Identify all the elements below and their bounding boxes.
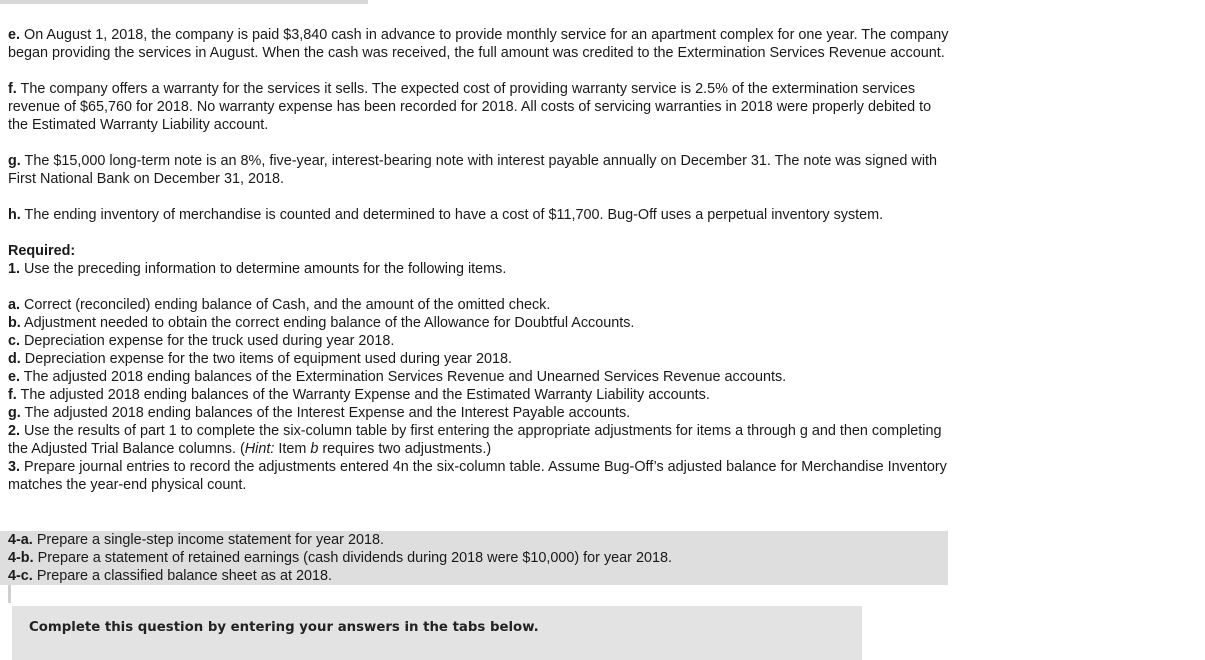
subitem-g: g. The adjusted 2018 ending balances of the Interest Expense and the Interest Payable accounts. xyxy=(8,405,631,421)
subitem-b: b. Adjustment needed to obtain the correct ending balance of the Allowance for Doubtful Accounts. xyxy=(8,315,635,331)
requirement-2: 2. Use the results of part 1 to complete the six-column table by first entering the appropriate adjustments for items a through g and then completing the Adjusted Trial Balance columns. (Hint: Item b requires two adjustments.) xyxy=(8,423,942,457)
instructions-box xyxy=(12,606,862,660)
item-g xyxy=(8,152,953,188)
item-text: The ending inventory of merchandise is counted and determined to have a cost of $11,700. Bug-Off uses a perpetual inventory system. xyxy=(24,207,884,223)
req-label: 1. xyxy=(8,261,21,277)
requirement-4-highlight xyxy=(0,531,948,585)
subitem-c: c. Depreciation expense for the truck used during year 2018. xyxy=(8,333,395,349)
required-heading: Required: xyxy=(8,243,76,259)
item-label: e. xyxy=(8,27,21,43)
subitem-d: d. Depreciation expense for the two items of equipment used during year 2018. xyxy=(8,351,512,367)
subitem-e: e. The adjusted 2018 ending balances of the Extermination Services Revenue and Unearned Services Revenue accounts. xyxy=(8,369,787,385)
item-text: On August 1, 2018, the company is paid $3,840 cash in advance to provide monthly service for an apartment complex for one year. The company began providing the services in August. When the cash was received, the full amount was credited to the Extermination Services Revenue account. xyxy=(8,27,949,61)
requirement-4b: 4-b. Prepare a statement of retained earnings (cash dividends during 2018 were $10,000) for year 2018. xyxy=(8,550,672,566)
requirement-1 xyxy=(8,260,953,278)
item-text: The $15,000 long-term note is an 8%, five-year, interest-bearing note with interest payable annually on December 31. The note was signed with First National Bank on December 31, 2018. xyxy=(8,153,938,187)
top-divider xyxy=(0,0,368,4)
item-f xyxy=(8,80,953,134)
required-section xyxy=(8,242,953,494)
requirement-4a: 4-a. Prepare a single-step income statement for year 2018. xyxy=(8,532,384,548)
subitem-f: f. The adjusted 2018 ending balances of the Warranty Expense and the Estimated Warranty Liability accounts. xyxy=(8,387,710,403)
item-text: The company offers a warranty for the services it sells. The expected cost of providing warranty service is 2.5% of the extermination services revenue of $65,760 for 2018. No warranty expense has been recorded for 2018. All costs of servicing warranties in 2018 were properly debited to the Estimated Warranty Liability account. xyxy=(8,81,932,133)
complete-instructions: Complete this question by entering your answers in the tabs below. xyxy=(29,620,539,635)
item-label: g. xyxy=(8,153,21,169)
requirement-3: 3. Prepare journal entries to record the adjustments entered 4n the six-column table. Assume Bug-Off’s adjusted balance for Merchandise Inventory matches the year-end physical count. xyxy=(8,459,947,493)
requirement-4c: 4-c. Prepare a classified balance sheet as at 2018. xyxy=(8,568,333,584)
item-h xyxy=(8,206,953,224)
subitem-a: a. Correct (reconciled) ending balance of Cash, and the amount of the omitted check. xyxy=(8,297,551,313)
left-accent-bar xyxy=(8,585,11,603)
item-e xyxy=(8,26,953,62)
problem-text xyxy=(8,26,953,494)
req-text: Use the preceding information to determine amounts for the following items. xyxy=(24,261,507,277)
item-label: h. xyxy=(8,207,21,223)
item-label: f. xyxy=(8,81,17,97)
